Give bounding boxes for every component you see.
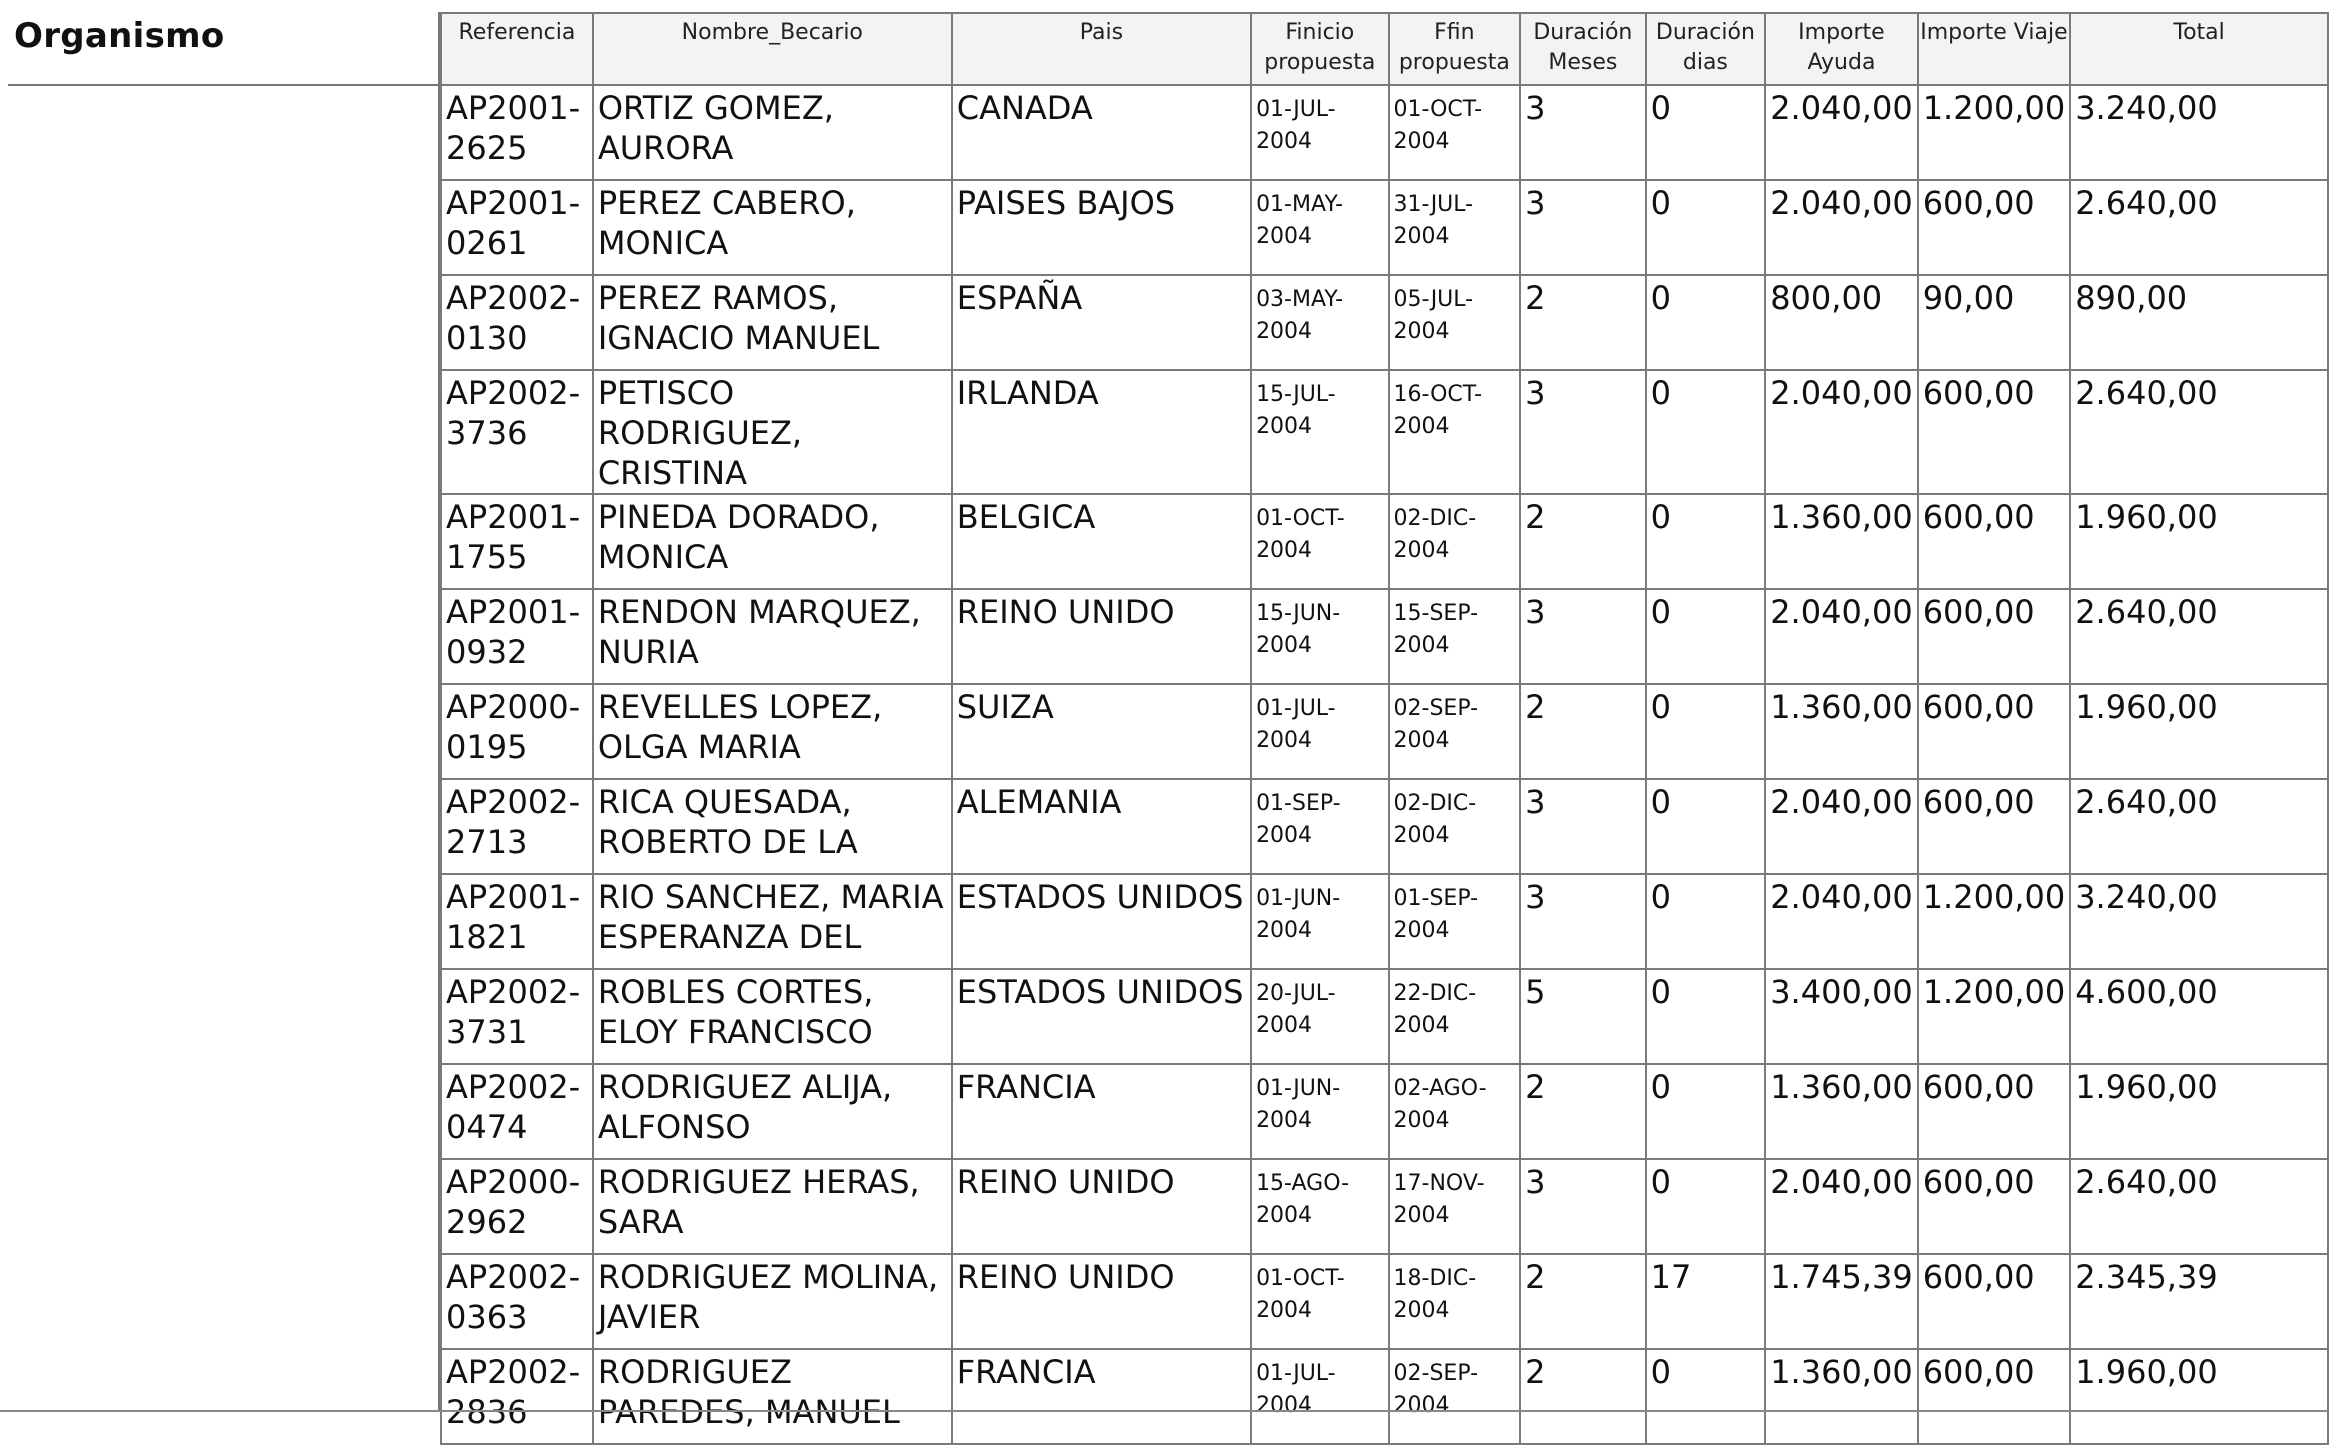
cell-importe-viaje: 600,00 bbox=[1918, 589, 2071, 684]
cell-total: 1.960,00 bbox=[2070, 1349, 2328, 1444]
cell-nombre-becario: RODRIGUEZ MOLINA, JAVIER bbox=[593, 1254, 952, 1349]
cell-nombre-becario: ORTIZ GOMEZ, AURORA bbox=[593, 85, 952, 180]
cell-total: 3.240,00 bbox=[2070, 874, 2328, 969]
cell-pais: IRLANDA bbox=[952, 370, 1251, 494]
cell-pais: REINO UNIDO bbox=[952, 1159, 1251, 1254]
cell-ffin: 17-NOV-2004 bbox=[1389, 1159, 1521, 1254]
cell-ffin: 18-DIC-2004 bbox=[1389, 1254, 1521, 1349]
cell-finicio: 01-MAY-2004 bbox=[1251, 180, 1388, 275]
organismo-heading: Organismo bbox=[14, 16, 225, 56]
cell-importe-viaje: 600,00 bbox=[1918, 1159, 2071, 1254]
cell-importe-ayuda: 2.040,00 bbox=[1765, 85, 1918, 180]
cell-pais: REINO UNIDO bbox=[952, 1254, 1251, 1349]
cell-duracion-dias: 0 bbox=[1646, 1349, 1766, 1444]
cell-duracion-dias: 0 bbox=[1646, 180, 1766, 275]
cell-referencia: AP2002-0130 bbox=[441, 275, 593, 370]
table-row bbox=[441, 85, 2328, 180]
table-row bbox=[441, 684, 2328, 779]
cell-nombre-becario: RODRIGUEZ ALIJA, ALFONSO bbox=[593, 1064, 952, 1159]
cell-finicio: 01-SEP-2004 bbox=[1251, 779, 1388, 874]
cell-duracion-meses: 2 bbox=[1520, 1349, 1645, 1444]
cell-ffin: 02-SEP-2004 bbox=[1389, 1349, 1521, 1444]
cell-duracion-meses: 2 bbox=[1520, 494, 1645, 589]
cell-nombre-becario: RODRIGUEZ HERAS, SARA bbox=[593, 1159, 952, 1254]
cell-pais: BELGICA bbox=[952, 494, 1251, 589]
cell-duracion-dias: 0 bbox=[1646, 969, 1766, 1064]
cell-ffin: 15-SEP-2004 bbox=[1389, 589, 1521, 684]
cell-referencia: AP2001-2625 bbox=[441, 85, 593, 180]
table-row bbox=[441, 969, 2328, 1064]
cell-duracion-meses: 2 bbox=[1520, 1254, 1645, 1349]
cell-duracion-dias: 0 bbox=[1646, 370, 1766, 494]
column-header-nombre-becario: Nombre_Becario bbox=[593, 13, 952, 85]
cell-nombre-becario: RIO SANCHEZ, MARIA ESPERANZA DEL bbox=[593, 874, 952, 969]
cell-nombre-becario: ROBLES CORTES, ELOY FRANCISCO bbox=[593, 969, 952, 1064]
table-row bbox=[441, 779, 2328, 874]
cell-referencia: AP2001-1755 bbox=[441, 494, 593, 589]
cell-importe-ayuda: 2.040,00 bbox=[1765, 180, 1918, 275]
cell-duracion-meses: 3 bbox=[1520, 1159, 1645, 1254]
column-header-duracion-dias: Duración dias bbox=[1646, 13, 1766, 85]
cell-total: 4.600,00 bbox=[2070, 969, 2328, 1064]
table-row bbox=[441, 494, 2328, 589]
cell-finicio: 01-JUN-2004 bbox=[1251, 874, 1388, 969]
cell-importe-viaje: 600,00 bbox=[1918, 1064, 2071, 1159]
cell-duracion-dias: 0 bbox=[1646, 494, 1766, 589]
cell-total: 2.640,00 bbox=[2070, 1159, 2328, 1254]
cell-nombre-becario: RICA QUESADA, ROBERTO DE LA bbox=[593, 779, 952, 874]
cell-importe-ayuda: 2.040,00 bbox=[1765, 589, 1918, 684]
table-row bbox=[441, 1254, 2328, 1349]
cell-importe-viaje: 600,00 bbox=[1918, 779, 2071, 874]
cell-ffin: 22-DIC-2004 bbox=[1389, 969, 1521, 1064]
cell-duracion-dias: 0 bbox=[1646, 874, 1766, 969]
cell-duracion-dias: 0 bbox=[1646, 779, 1766, 874]
cell-duracion-meses: 2 bbox=[1520, 684, 1645, 779]
cell-referencia: AP2001-0261 bbox=[441, 180, 593, 275]
cell-ffin: 16-OCT-2004 bbox=[1389, 370, 1521, 494]
cell-total: 890,00 bbox=[2070, 275, 2328, 370]
cell-finicio: 20-JUL-2004 bbox=[1251, 969, 1388, 1064]
column-header-finicio: Finicio propuesta bbox=[1251, 13, 1388, 85]
cell-importe-viaje: 600,00 bbox=[1918, 370, 2071, 494]
cell-pais: CANADA bbox=[952, 85, 1251, 180]
cell-duracion-meses: 3 bbox=[1520, 779, 1645, 874]
cell-importe-viaje: 600,00 bbox=[1918, 1349, 2071, 1444]
cell-nombre-becario: RENDON MARQUEZ, NURIA bbox=[593, 589, 952, 684]
cell-duracion-dias: 0 bbox=[1646, 589, 1766, 684]
column-header-importe-ayuda: Importe Ayuda bbox=[1765, 13, 1918, 85]
cell-duracion-dias: 0 bbox=[1646, 85, 1766, 180]
cell-referencia: AP2000-0195 bbox=[441, 684, 593, 779]
cell-ffin: 02-SEP-2004 bbox=[1389, 684, 1521, 779]
cell-importe-viaje: 600,00 bbox=[1918, 494, 2071, 589]
cell-pais: REINO UNIDO bbox=[952, 589, 1251, 684]
cell-referencia: AP2001-0932 bbox=[441, 589, 593, 684]
cell-importe-viaje: 1.200,00 bbox=[1918, 85, 2071, 180]
cell-total: 2.345,39 bbox=[2070, 1254, 2328, 1349]
cell-ffin: 05-JUL-2004 bbox=[1389, 275, 1521, 370]
cell-importe-ayuda: 1.745,39 bbox=[1765, 1254, 1918, 1349]
page-bottom-rule bbox=[0, 1410, 2329, 1412]
table-row bbox=[441, 1349, 2328, 1444]
cell-referencia: AP2001-1821 bbox=[441, 874, 593, 969]
cell-finicio: 01-OCT-2004 bbox=[1251, 1254, 1388, 1349]
cell-nombre-becario: PEREZ CABERO, MONICA bbox=[593, 180, 952, 275]
cell-importe-ayuda: 2.040,00 bbox=[1765, 779, 1918, 874]
cell-finicio: 15-AGO-2004 bbox=[1251, 1159, 1388, 1254]
cell-duracion-meses: 2 bbox=[1520, 275, 1645, 370]
cell-pais: SUIZA bbox=[952, 684, 1251, 779]
table-header-row bbox=[441, 13, 2328, 85]
cell-nombre-becario: PETISCO RODRIGUEZ, CRISTINA bbox=[593, 370, 952, 494]
cell-duracion-dias: 0 bbox=[1646, 684, 1766, 779]
cell-referencia: AP2000-2962 bbox=[441, 1159, 593, 1254]
cell-total: 3.240,00 bbox=[2070, 85, 2328, 180]
cell-pais: PAISES BAJOS bbox=[952, 180, 1251, 275]
column-header-ffin: Ffin propuesta bbox=[1389, 13, 1521, 85]
cell-importe-viaje: 600,00 bbox=[1918, 1254, 2071, 1349]
table-row bbox=[441, 874, 2328, 969]
cell-ffin: 02-AGO-2004 bbox=[1389, 1064, 1521, 1159]
cell-referencia: AP2002-0363 bbox=[441, 1254, 593, 1349]
table-row bbox=[441, 180, 2328, 275]
cell-total: 1.960,00 bbox=[2070, 1064, 2328, 1159]
cell-finicio: 03-MAY-2004 bbox=[1251, 275, 1388, 370]
cell-pais: ALEMANIA bbox=[952, 779, 1251, 874]
organismo-divider bbox=[8, 84, 440, 86]
column-header-pais: Pais bbox=[952, 13, 1251, 85]
cell-importe-ayuda: 3.400,00 bbox=[1765, 969, 1918, 1064]
table-row bbox=[441, 370, 2328, 494]
cell-total: 2.640,00 bbox=[2070, 180, 2328, 275]
cell-nombre-becario: PEREZ RAMOS, IGNACIO MANUEL bbox=[593, 275, 952, 370]
cell-duracion-meses: 3 bbox=[1520, 85, 1645, 180]
cell-duracion-meses: 2 bbox=[1520, 1064, 1645, 1159]
table-row bbox=[441, 1064, 2328, 1159]
cell-total: 2.640,00 bbox=[2070, 779, 2328, 874]
cell-duracion-meses: 3 bbox=[1520, 874, 1645, 969]
cell-pais: ESPAÑA bbox=[952, 275, 1251, 370]
cell-finicio: 01-JUL-2004 bbox=[1251, 1349, 1388, 1444]
cell-finicio: 15-JUL-2004 bbox=[1251, 370, 1388, 494]
cell-duracion-dias: 0 bbox=[1646, 1064, 1766, 1159]
cell-ffin: 02-DIC-2004 bbox=[1389, 494, 1521, 589]
table-row bbox=[441, 589, 2328, 684]
cell-duracion-meses: 3 bbox=[1520, 180, 1645, 275]
cell-finicio: 15-JUN-2004 bbox=[1251, 589, 1388, 684]
cell-nombre-becario: RODRIGUEZ PAREDES, MANUEL bbox=[593, 1349, 952, 1444]
column-header-total: Total bbox=[2070, 13, 2328, 85]
column-header-referencia: Referencia bbox=[441, 13, 593, 85]
cell-pais: ESTADOS UNIDOS bbox=[952, 969, 1251, 1064]
cell-total: 2.640,00 bbox=[2070, 370, 2328, 494]
cell-importe-viaje: 90,00 bbox=[1918, 275, 2071, 370]
cell-importe-ayuda: 2.040,00 bbox=[1765, 370, 1918, 494]
cell-ffin: 01-OCT-2004 bbox=[1389, 85, 1521, 180]
cell-total: 2.640,00 bbox=[2070, 589, 2328, 684]
cell-referencia: AP2002-2713 bbox=[441, 779, 593, 874]
column-header-duracion-meses: Duración Meses bbox=[1520, 13, 1645, 85]
becarios-table bbox=[440, 12, 2329, 1445]
cell-importe-viaje: 1.200,00 bbox=[1918, 969, 2071, 1064]
column-header-importe-viaje: Importe Viaje bbox=[1918, 13, 2071, 85]
cell-importe-ayuda: 2.040,00 bbox=[1765, 874, 1918, 969]
cell-finicio: 01-OCT-2004 bbox=[1251, 494, 1388, 589]
cell-duracion-meses: 3 bbox=[1520, 370, 1645, 494]
cell-duracion-dias: 0 bbox=[1646, 275, 1766, 370]
cell-importe-viaje: 600,00 bbox=[1918, 180, 2071, 275]
cell-importe-ayuda: 1.360,00 bbox=[1765, 1064, 1918, 1159]
cell-finicio: 01-JUN-2004 bbox=[1251, 1064, 1388, 1159]
cell-duracion-meses: 3 bbox=[1520, 589, 1645, 684]
table-row bbox=[441, 1159, 2328, 1254]
cell-importe-ayuda: 1.360,00 bbox=[1765, 494, 1918, 589]
cell-ffin: 31-JUL-2004 bbox=[1389, 180, 1521, 275]
cell-duracion-dias: 0 bbox=[1646, 1159, 1766, 1254]
cell-referencia: AP2002-3731 bbox=[441, 969, 593, 1064]
cell-pais: FRANCIA bbox=[952, 1064, 1251, 1159]
cell-pais: ESTADOS UNIDOS bbox=[952, 874, 1251, 969]
cell-importe-viaje: 600,00 bbox=[1918, 684, 2071, 779]
cell-importe-viaje: 1.200,00 bbox=[1918, 874, 2071, 969]
cell-total: 1.960,00 bbox=[2070, 494, 2328, 589]
cell-duracion-dias: 17 bbox=[1646, 1254, 1766, 1349]
cell-finicio: 01-JUL-2004 bbox=[1251, 684, 1388, 779]
cell-duracion-meses: 5 bbox=[1520, 969, 1645, 1064]
table-row bbox=[441, 275, 2328, 370]
cell-importe-ayuda: 800,00 bbox=[1765, 275, 1918, 370]
cell-importe-ayuda: 1.360,00 bbox=[1765, 684, 1918, 779]
cell-pais: FRANCIA bbox=[952, 1349, 1251, 1444]
cell-ffin: 01-SEP-2004 bbox=[1389, 874, 1521, 969]
cell-nombre-becario: PINEDA DORADO, MONICA bbox=[593, 494, 952, 589]
organismo-column bbox=[8, 12, 440, 1412]
cell-referencia: AP2002-3736 bbox=[441, 370, 593, 494]
cell-importe-ayuda: 2.040,00 bbox=[1765, 1159, 1918, 1254]
cell-importe-ayuda: 1.360,00 bbox=[1765, 1349, 1918, 1444]
cell-total: 1.960,00 bbox=[2070, 684, 2328, 779]
cell-ffin: 02-DIC-2004 bbox=[1389, 779, 1521, 874]
cell-referencia: AP2002-0474 bbox=[441, 1064, 593, 1159]
cell-finicio: 01-JUL-2004 bbox=[1251, 85, 1388, 180]
cell-nombre-becario: REVELLES LOPEZ, OLGA MARIA bbox=[593, 684, 952, 779]
cell-referencia: AP2002-2836 bbox=[441, 1349, 593, 1444]
